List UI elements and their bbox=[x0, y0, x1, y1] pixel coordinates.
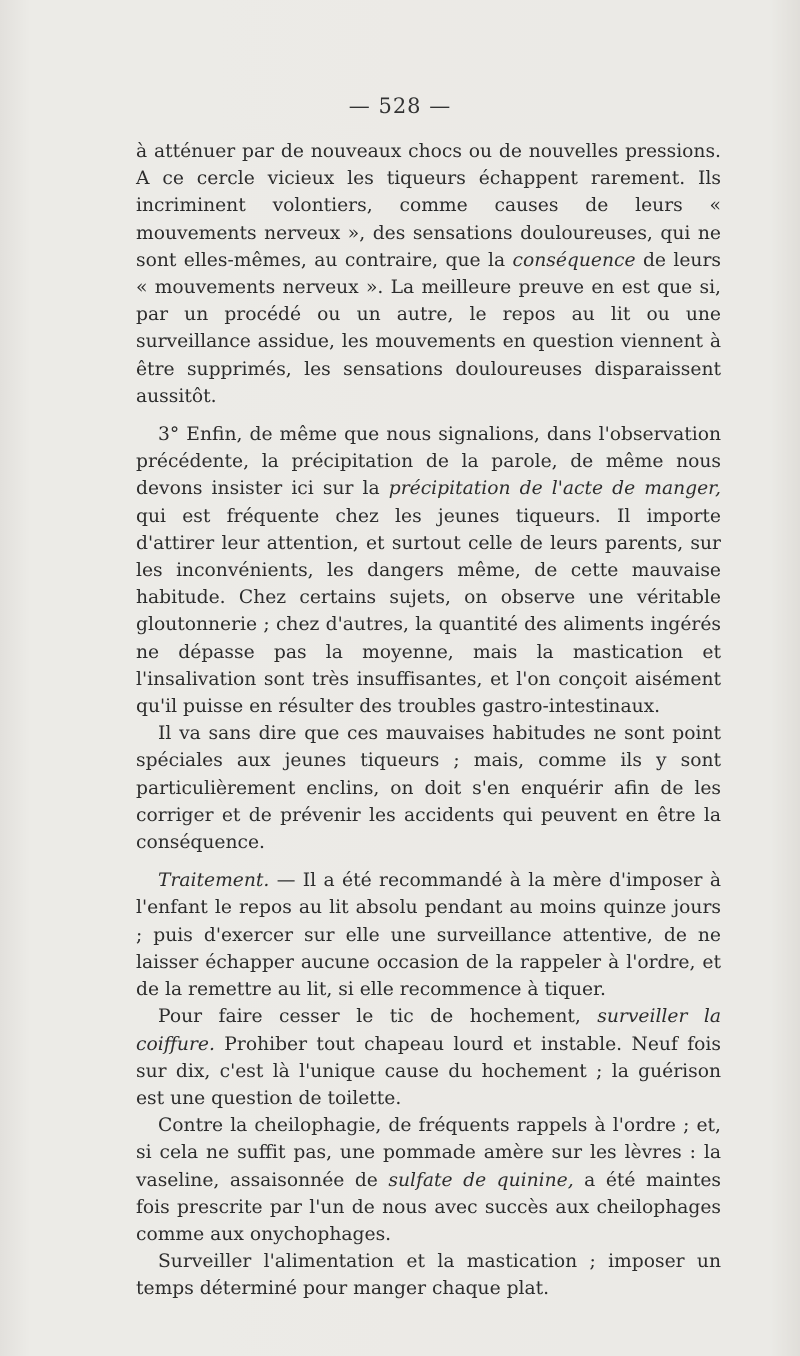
italic-text: conséquence bbox=[512, 249, 636, 271]
paragraph bbox=[136, 1112, 721, 1248]
text-run: qui est fréquente chez les jeunes tiqueurs. Il importe d'attirer leur attention, et surtout celle de leurs parents, sur les inconvénients, les dangers même, de cette mauvaise habitude. Chez certains sujets, on observe une véritable gloutonnerie ; chez d'autres, la quantité des aliments ingérés ne dépasse pas la moyenne, mais la mastication et l'insalivation sont très insuffisantes, et l'on conçoit aisément qu'il puisse en résulter des troubles gastro-intestinaux. bbox=[136, 505, 721, 718]
text-run: Pour faire cesser le tic de hochement, bbox=[158, 1006, 598, 1028]
paragraph bbox=[136, 1003, 721, 1112]
text-run: 3° Enfin, de même que nous signalions, dans l'observation précédente, la précipitation de la parole, de même nous devons insister ici sur la bbox=[136, 424, 721, 500]
paragraph bbox=[136, 138, 721, 410]
paragraph bbox=[136, 867, 721, 1003]
text-run: Surveiller l'alimentation et la mastication ; imposer un temps déterminé pour manger chaque plat. bbox=[136, 1251, 721, 1300]
paragraph bbox=[136, 1248, 721, 1302]
italic-text: Traitement. bbox=[158, 870, 270, 892]
paragraph bbox=[136, 720, 721, 856]
text-run: de leurs « mouvements nerveux ». La meilleure preuve en est que si, par un procédé ou un autre, le repos au lit ou une surveillance assidue, les mouvements en question viennent à être supprimés, les sensations douloureuses disparaissent aussitôt. bbox=[136, 249, 721, 407]
italic-text: surveiller la coiffure. bbox=[136, 1006, 721, 1055]
page-number: — 528 — bbox=[348, 94, 452, 118]
text-run: Prohiber tout chapeau lourd et instable. Neuf fois sur dix, c'est là l'unique cause du hochement ; la guérison est une question de toilette. bbox=[136, 1033, 721, 1109]
italic-text: précipitation de l'acte de manger, bbox=[388, 478, 721, 500]
paragraph bbox=[136, 421, 721, 720]
text-run: Contre la cheilophagie, de fréquents rappels à l'ordre ; et, si cela ne suffit pas, une pommade amère sur les lèvres : la vaseline, assaisonnée de bbox=[136, 1115, 721, 1191]
body-text bbox=[136, 138, 721, 1303]
text-run: Il va sans dire que ces mauvaises habitudes ne sont point spéciales aux jeunes tiqueurs ; mais, comme ils y sont particulièrement enclins, on doit s'en enquérir afin de les corriger et de prévenir les accidents qui peuvent en être la conséquence. bbox=[136, 723, 721, 854]
text-run: a été maintes fois prescrite par l'un de nous avec succès aux cheilophages comme aux onychophages. bbox=[136, 1169, 722, 1245]
italic-text: sulfate de quinine, bbox=[388, 1169, 574, 1191]
text-run: à atténuer par de nouveaux chocs ou de nouvelles pressions. A ce cercle vicieux les tiqueurs échappent rarement. Ils incriminent volontiers, comme causes de leurs « mouvements nerveux », des sensations douloureuses, qui ne sont elles-mêmes, au contraire, que la bbox=[136, 141, 721, 271]
text-run: — Il a été recommandé à la mère d'imposer à l'enfant le repos au lit absolu pendant au moins quinze jours ; puis d'exercer sur elle une surveillance attentive, de ne laisser échapper aucune occasion de la rappeler à l'ordre, et de la remettre au lit, si elle recommence à tiquer. bbox=[136, 870, 721, 1001]
